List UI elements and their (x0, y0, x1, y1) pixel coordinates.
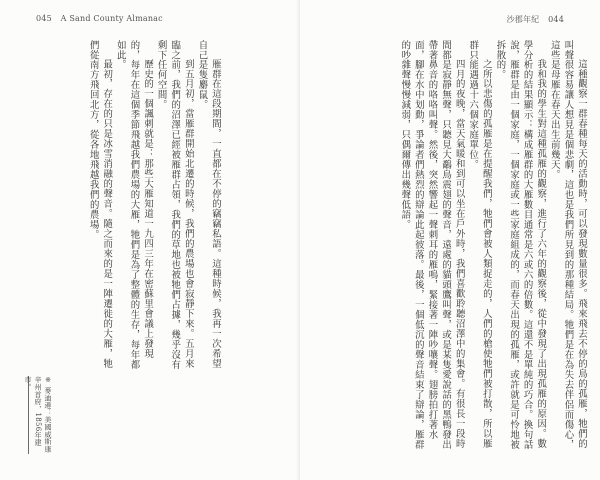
left-paragraph: 歷史的一個諷刺就是：那些大雁知道一九四三年在密蘇里會議上發現的，每年在這個季節飛越我們農場的大雁，牠們是為了整體的生存，每年都如此。 (114, 40, 154, 370)
left-page-number: 045 (36, 14, 52, 23)
right-paragraph: 我和我的學生對這種孤雁的觀察，進行了六年的觀察後，從中發現了出現孤雁的原因。數學分析的結果顯示：構成雁群的大雁數目通常是六或六的倍數。這還不是單純的巧合。換句話說，雁群是由一個家庭，一個家庭或一些家庭組成的，而春天出現的孤雁，或許就是可怜地被拆散的。 (494, 40, 547, 450)
left-page-header (36, 14, 163, 23)
left-paragraph: 最初，存在的只是冰雪消融的聲音。隨之而來的是一陣遷徙的大雁，牠們從南方飛回北方，從各地飛越我們的農場。 (87, 40, 113, 369)
right-paragraph: 四月的夜晚，當天氣暖和到可以坐在戶外時，我們喜歡聆聽沼澤中的集會。有很長一段時間都是寂靜無聲，只聽見大鷸鳥震翅的聲音，遠處的貓頭鷹叫聲，或是某隻愛說話的黑鴨發出帶著鼻音的咯咯叫聲。然後，突然響起一聲刺耳的雁鳴，緊接著一陣吵嚷聲。翅膀拍打著水面，腳在水中划動，爭論者們熱烈的辯論此起彼落。最後，一個低沉的聲音結束了辯論，雁群的吵雜聲慢慢減弱，只偶爾傳出幾聲低語。 (399, 40, 465, 450)
footnote: ※ 麥迪遜：美國威斯康辛州首府，1856年建市。 (24, 376, 52, 453)
right-page (300, 0, 600, 480)
right-page-number: 044 (548, 15, 564, 24)
right-paragraph: 這種觀察一群春種每天的活動時，可以發現數量很多。飛來飛去不停的鳥的孤雁，牠們的叫聲很容易讓人想見是個悲劇，這也是我們所見到的那種結局。牠們是在為失去伴侶而傷心，這些是母雁在春天出生前幾天。 (548, 40, 587, 450)
left-running-title: A Sand County Almanac (60, 14, 163, 23)
right-paragraph: 之所以悲傷的孤雁是在提醒我們，牠們會被人類捉走的，人們的槍使牠們被打散，所以雁群只能遇過十六個家庭單位。 (467, 40, 492, 449)
left-paragraph: 雁群在這段期間，一直都在不停的竊竊私語。這種時候，我再一次希望自己是隻麝鼠。 (196, 40, 221, 369)
right-running-title: 沙郡年紀 (506, 15, 540, 24)
right-page-body (312, 40, 588, 450)
right-page-header (507, 14, 564, 25)
left-page-body (60, 40, 222, 370)
left-paragraph: 到五月初，當雁群開始北遷的時候，我們的農場也會寂靜下來。五月來臨之前，我們的沼澤已經被雁群占領，我們的草地也被牠們占據，幾乎沒有剩下任何空間。 (155, 40, 194, 370)
